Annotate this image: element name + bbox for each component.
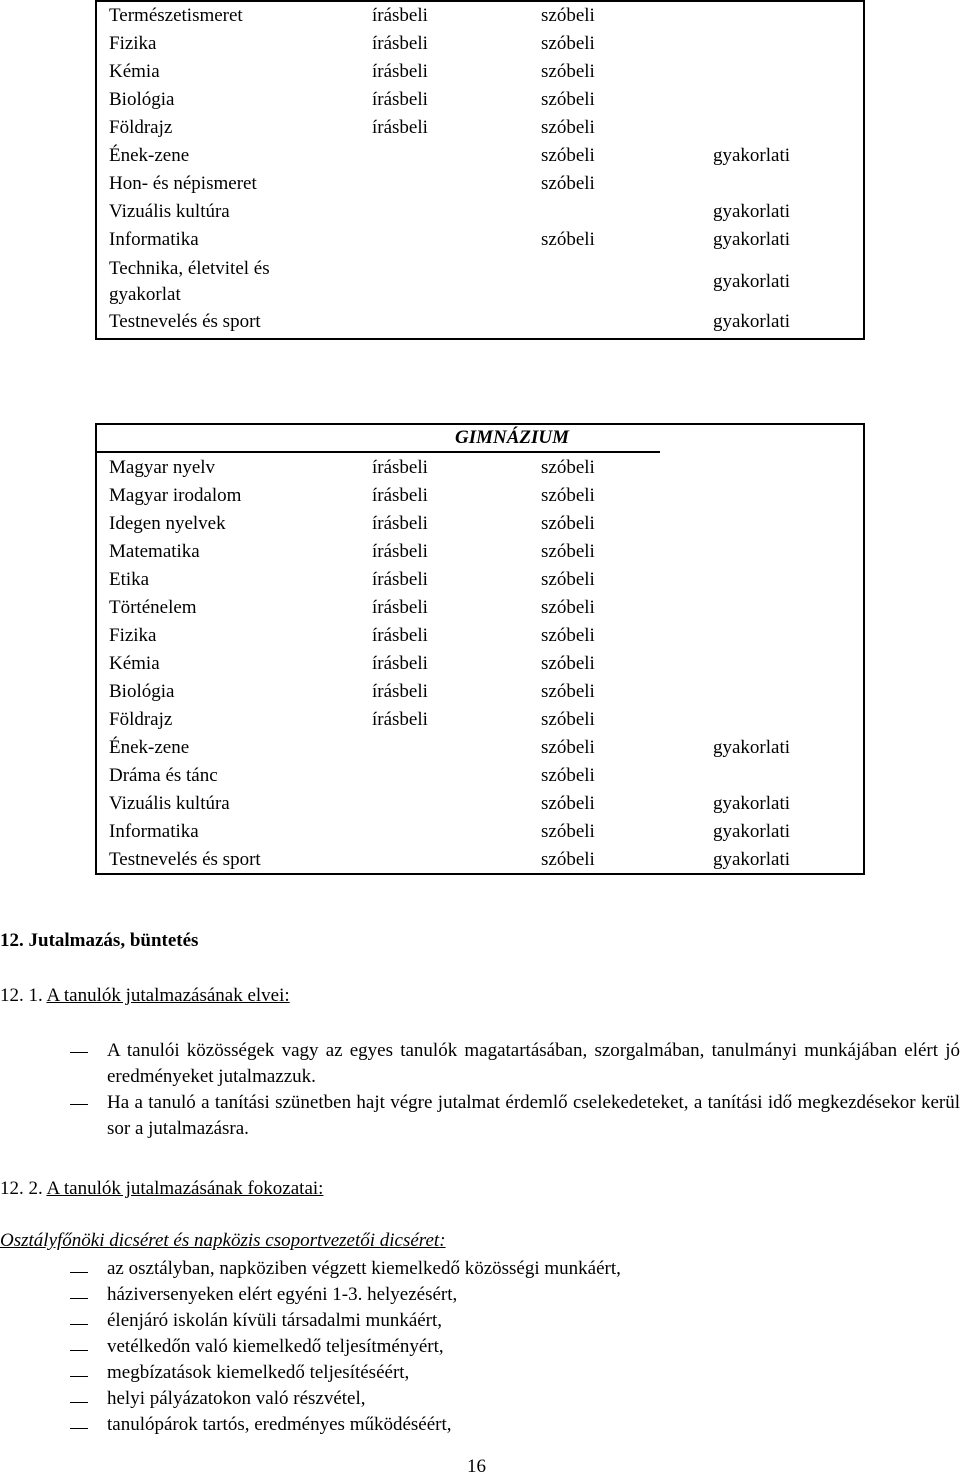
- subject-cell: Földrajz: [109, 117, 173, 138]
- subject-cell: Testnevelés és sport: [109, 311, 261, 332]
- oral-exam-cell: szóbeli: [541, 653, 595, 674]
- practical-exam-cell: gyakorlati: [713, 271, 791, 292]
- subsection-1-title: A tanulók jutalmazásának elvei:: [46, 985, 290, 1006]
- practical-exam-cell: gyakorlati: [713, 821, 791, 842]
- subject-cell: Magyar nyelv: [109, 457, 216, 478]
- oral-exam-cell: szóbeli: [541, 33, 595, 54]
- subject-cell: Kémia: [109, 653, 160, 674]
- subsection-2-heading: [0, 1178, 323, 1200]
- oral-exam-cell: szóbeli: [541, 61, 595, 82]
- table-row: [97, 170, 863, 198]
- level-item: vetélkedőn való kiemelkedő teljesítményért,: [107, 1336, 444, 1357]
- subject-cell: Földrajz: [109, 709, 173, 730]
- table-row: [97, 678, 863, 706]
- written-exam-cell: írásbeli: [372, 541, 428, 562]
- oral-exam-cell: szóbeli: [541, 765, 595, 786]
- subject-cell: Kémia: [109, 61, 160, 82]
- dash-bullet: [70, 1402, 88, 1403]
- heading-divider: [97, 451, 660, 453]
- table-row: [97, 86, 863, 114]
- table-row: [97, 706, 863, 734]
- table-row: [97, 734, 863, 762]
- oral-exam-cell: szóbeli: [541, 597, 595, 618]
- exam-table-gymnasium: [95, 423, 865, 875]
- written-exam-cell: írásbeli: [372, 61, 428, 82]
- level-item: tanulópárok tartós, eredményes működéséért,: [107, 1414, 452, 1435]
- subject-cell: Informatika: [109, 229, 199, 250]
- subject-cell: Természetismeret: [109, 5, 243, 26]
- written-exam-cell: írásbeli: [372, 709, 428, 730]
- table-row: [97, 594, 863, 622]
- written-exam-cell: írásbeli: [372, 597, 428, 618]
- written-exam-cell: írásbeli: [372, 681, 428, 702]
- oral-exam-cell: szóbeli: [541, 625, 595, 646]
- subject-cell: Biológia: [109, 681, 175, 702]
- table-row: [97, 58, 863, 86]
- table-row: [97, 818, 863, 846]
- table-row: [97, 762, 863, 790]
- oral-exam-cell: szóbeli: [541, 569, 595, 590]
- level-item: élenjáró iskolán kívüli társadalmi munkáért,: [107, 1310, 443, 1331]
- subsection-2-number: 12. 2.: [0, 1178, 47, 1199]
- oral-exam-cell: szóbeli: [541, 709, 595, 730]
- subject-cell: Idegen nyelvek: [109, 513, 226, 534]
- page-number: 16: [467, 1456, 486, 1477]
- table-row: [97, 622, 863, 650]
- section-heading: 12. Jutalmazás, büntetés: [0, 930, 199, 951]
- practical-exam-cell: gyakorlati: [713, 793, 791, 814]
- principle-item: Ha a tanuló a tanítási szünetben hajt végre jutalmat érdemlő cselekedeteket, a tanítási idő megkezdésekor kerül sor a jutalmazásra.: [107, 1092, 960, 1139]
- subject-cell: Fizika: [109, 33, 157, 54]
- table-row: [97, 142, 863, 170]
- dash-bullet: [70, 1324, 88, 1325]
- subsection-1-number: 12. 1.: [0, 985, 47, 1006]
- level-item: helyi pályázatokon való részvétel,: [107, 1388, 366, 1409]
- oral-exam-cell: szóbeli: [541, 737, 595, 758]
- written-exam-cell: írásbeli: [372, 89, 428, 110]
- oral-exam-cell: szóbeli: [541, 821, 595, 842]
- written-exam-cell: írásbeli: [372, 457, 428, 478]
- subject-cell: Matematika: [109, 541, 200, 562]
- oral-exam-cell: szóbeli: [541, 681, 595, 702]
- table-row: [97, 308, 863, 336]
- oral-exam-cell: szóbeli: [541, 145, 595, 166]
- practical-exam-cell: gyakorlati: [713, 311, 791, 332]
- written-exam-cell: írásbeli: [372, 513, 428, 534]
- oral-exam-cell: szóbeli: [541, 5, 595, 26]
- practical-exam-cell: gyakorlati: [713, 229, 791, 250]
- subject-line: Technika, életvitel és: [109, 258, 270, 279]
- subject-cell: Informatika: [109, 821, 199, 842]
- subject-cell: Magyar irodalom: [109, 485, 242, 506]
- written-exam-cell: írásbeli: [372, 625, 428, 646]
- level-item: háziversenyeken elért egyéni 1-3. helyezésért,: [107, 1284, 458, 1305]
- dash-bullet: [70, 1376, 88, 1377]
- oral-exam-cell: szóbeli: [541, 541, 595, 562]
- table-row: [97, 482, 863, 510]
- written-exam-cell: írásbeli: [372, 5, 428, 26]
- oral-exam-cell: szóbeli: [541, 89, 595, 110]
- table-row: [97, 198, 863, 226]
- table-heading: GIMNÁZIUM: [454, 427, 570, 448]
- written-exam-cell: írásbeli: [372, 485, 428, 506]
- written-exam-cell: írásbeli: [372, 33, 428, 54]
- oral-exam-cell: szóbeli: [541, 229, 595, 250]
- exam-table-primary: [95, 0, 865, 340]
- dash-bullet: [70, 1350, 88, 1351]
- subject-cell: [109, 256, 270, 308]
- practical-exam-cell: gyakorlati: [713, 145, 791, 166]
- table-row: [97, 790, 863, 818]
- subject-cell: Biológia: [109, 89, 175, 110]
- table-row: [97, 114, 863, 142]
- practical-exam-cell: gyakorlati: [713, 849, 791, 870]
- table-row: [97, 538, 863, 566]
- table-row: [97, 846, 863, 874]
- level-item: az osztályban, napköziben végzett kiemelkedő közösségi munkáért,: [107, 1258, 621, 1279]
- oral-exam-cell: szóbeli: [541, 793, 595, 814]
- oral-exam-cell: szóbeli: [541, 513, 595, 534]
- level-item: megbízatások kiemelkedő teljesítéséért,: [107, 1362, 410, 1383]
- table-row: [97, 454, 863, 482]
- oral-exam-cell: szóbeli: [541, 485, 595, 506]
- subsection-2-title: A tanulók jutalmazásának fokozatai:: [46, 1178, 324, 1199]
- subject-cell: Történelem: [109, 597, 197, 618]
- oral-exam-cell: szóbeli: [541, 117, 595, 138]
- practical-exam-cell: gyakorlati: [713, 201, 791, 222]
- table-row: [97, 254, 863, 310]
- subject-cell: Vizuális kultúra: [109, 201, 230, 222]
- subject-line: gyakorlat: [109, 284, 181, 305]
- subject-cell: Hon- és népismeret: [109, 173, 257, 194]
- dash-bullet: [70, 1298, 88, 1299]
- table-row: [97, 30, 863, 58]
- practical-exam-cell: gyakorlati: [713, 737, 791, 758]
- subject-cell: Dráma és tánc: [109, 765, 218, 786]
- dash-bullet: [70, 1272, 88, 1273]
- table-row: [97, 2, 863, 30]
- written-exam-cell: írásbeli: [372, 653, 428, 674]
- level-title: Osztályfőnöki dicséret és napközis csoportvezetői dicséret:: [0, 1230, 446, 1251]
- table-row: [97, 226, 863, 254]
- written-exam-cell: írásbeli: [372, 569, 428, 590]
- principle-item: A tanulói közösségek vagy az egyes tanulók magatartásában, szorgalmában, tanulmányi munkájában elért jó eredményeket jutalmazzuk.: [107, 1040, 960, 1087]
- oral-exam-cell: szóbeli: [541, 457, 595, 478]
- subject-cell: Testnevelés és sport: [109, 849, 261, 870]
- subject-cell: Vizuális kultúra: [109, 793, 230, 814]
- written-exam-cell: írásbeli: [372, 117, 428, 138]
- table-row: [97, 510, 863, 538]
- subject-cell: Ének-zene: [109, 737, 190, 758]
- oral-exam-cell: szóbeli: [541, 173, 595, 194]
- dash-bullet: [70, 1104, 88, 1105]
- subject-cell: Fizika: [109, 625, 157, 646]
- subject-cell: Ének-zene: [109, 145, 190, 166]
- table-row: [97, 650, 863, 678]
- dash-bullet: [70, 1052, 88, 1053]
- table-row: [97, 566, 863, 594]
- dash-bullet: [70, 1428, 88, 1429]
- subject-cell: Etika: [109, 569, 150, 590]
- oral-exam-cell: szóbeli: [541, 849, 595, 870]
- subsection-1-heading: [0, 985, 290, 1007]
